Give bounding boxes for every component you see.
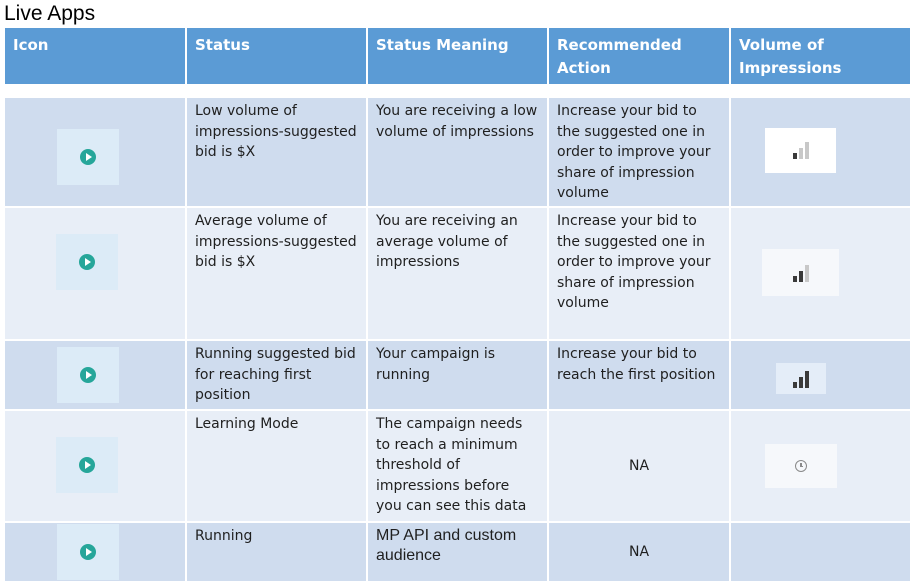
clock-icon — [795, 460, 807, 472]
recommended-action-cell: Increase your bid to the suggested one in order to improve your share of impression volume — [548, 207, 730, 340]
status-cell: Low volume of impressions-suggested bid is $X — [186, 97, 367, 207]
table-row — [4, 97, 911, 207]
icon-cell — [4, 340, 186, 410]
app-icon-tile — [57, 524, 119, 580]
status-table — [3, 26, 912, 583]
recommended-action-cell: NA — [548, 410, 730, 522]
status-meaning-cell: You are receiving an average volume of impressions — [367, 207, 548, 340]
icon-cell — [4, 522, 186, 582]
icon-cell — [4, 410, 186, 522]
app-icon-tile — [56, 234, 118, 290]
header-recommended-action: Recommended Action — [548, 27, 730, 85]
signal-bars-low-icon — [765, 128, 836, 173]
table-row — [4, 410, 911, 522]
header-status: Status — [186, 27, 367, 85]
recommended-action-cell: Increase your bid to the suggested one in order to improve your share of impression volume — [548, 97, 730, 207]
app-icon-tile — [56, 437, 118, 493]
status-cell: Learning Mode — [186, 410, 367, 522]
status-cell: Running — [186, 522, 367, 582]
table-row — [4, 340, 911, 410]
table-row — [4, 522, 911, 582]
header-icon: Icon — [4, 27, 186, 85]
volume-cell — [730, 410, 911, 522]
icon-cell — [4, 207, 186, 340]
play-circle-icon — [80, 544, 96, 560]
app-icon-tile — [57, 347, 119, 403]
play-circle-icon — [80, 367, 96, 383]
status-meaning-cell: The campaign needs to reach a minimum threshold of impressions before you can see this data — [367, 410, 548, 522]
volume-cell — [730, 97, 911, 207]
volume-cell — [730, 340, 911, 410]
recommended-action-cell: Increase your bid to reach the first position — [548, 340, 730, 410]
header-status-meaning: Status Meaning — [367, 27, 548, 85]
play-circle-icon — [79, 254, 95, 270]
signal-bars-medium-icon — [762, 249, 839, 296]
play-circle-icon — [80, 149, 96, 165]
volume-cell — [730, 522, 911, 582]
volume-cell — [730, 207, 911, 340]
status-meaning-cell: MP API and custom audience — [367, 522, 548, 582]
table-header-row — [4, 27, 911, 85]
recommended-action-cell: NA — [548, 522, 730, 582]
status-meaning-cell: Your campaign is running — [367, 340, 548, 410]
play-circle-icon — [79, 457, 95, 473]
header-volume-of-impressions: Volume of Impressions — [730, 27, 911, 85]
status-cell: Running suggested bid for reaching first position — [186, 340, 367, 410]
table-row — [4, 207, 911, 340]
clock-icon-tile — [765, 444, 837, 488]
status-meaning-cell: You are receiving a low volume of impressions — [367, 97, 548, 207]
icon-cell — [4, 97, 186, 207]
app-icon-tile — [57, 129, 119, 185]
page-title: Live Apps — [4, 2, 96, 25]
signal-bars-high-icon — [776, 363, 826, 394]
status-cell: Average volume of impressions-suggested bid is $X — [186, 207, 367, 340]
